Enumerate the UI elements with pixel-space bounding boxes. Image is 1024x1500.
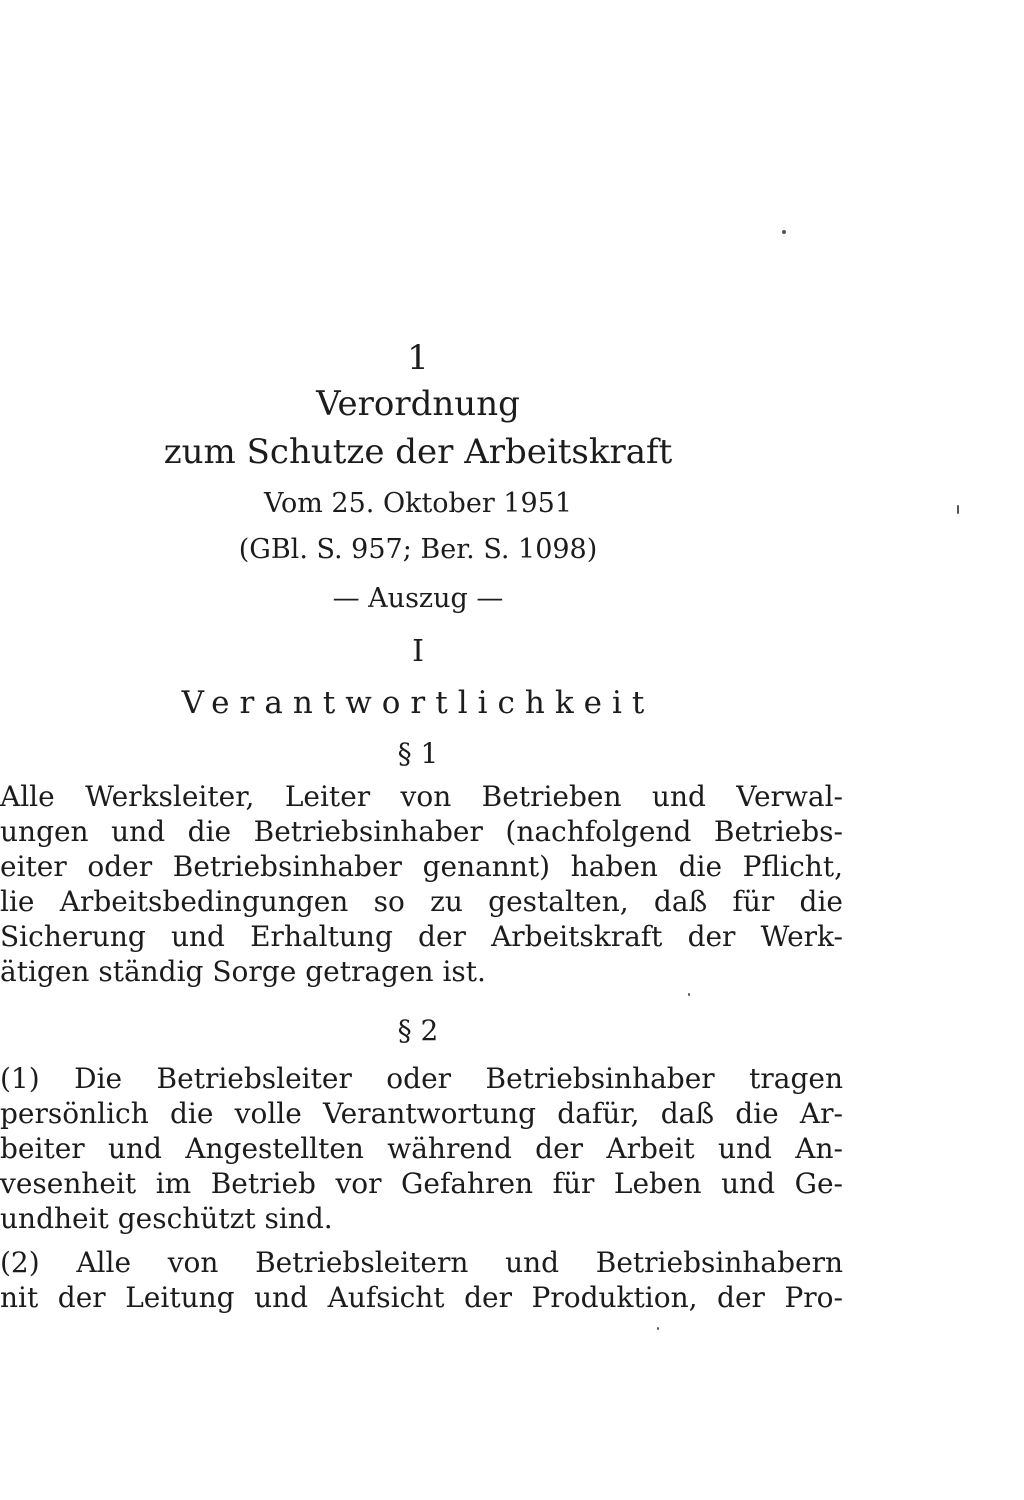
document-title-line-2: zum Schutze der Arbeitskraft xyxy=(163,432,673,472)
scan-speck xyxy=(657,1327,659,1330)
scan-speck xyxy=(782,230,786,234)
scan-speck xyxy=(957,505,959,514)
document-date: Vom 25. Oktober 1951 xyxy=(263,488,573,519)
paragraph-1-heading: § 1 xyxy=(397,737,439,770)
document-number: 1 xyxy=(407,338,429,378)
text-line: eiter oder Betriebsinhaber genannt) haben die Pflicht, xyxy=(0,850,843,883)
chapter-numeral: I xyxy=(412,634,424,669)
paragraph-1-body xyxy=(0,779,843,989)
text-line: undheit geschützt sind. xyxy=(0,1202,333,1235)
paragraph-2-subsection-1 xyxy=(0,1061,843,1236)
extract-label: — Auszug — xyxy=(332,583,504,614)
scan-speck xyxy=(688,993,690,996)
document-title-line-1: Verordnung xyxy=(316,384,520,424)
text-line: nit der Leitung und Aufsicht der Produktion, der Pro- xyxy=(0,1281,843,1314)
paragraph-2-heading: § 2 xyxy=(397,1014,439,1047)
text-line: Sicherung und Erhaltung der Arbeitskraft der Werk- xyxy=(0,920,843,953)
text-line: beiter und Angestellten während der Arbeit und An- xyxy=(0,1132,843,1165)
text-line: (2) Alle von Betriebsleitern und Betriebsinhabern xyxy=(0,1246,843,1279)
document-reference: (GBl. S. 957; Ber. S. 1098) xyxy=(238,534,598,565)
text-line: persönlich die volle Verantwortung dafür, daß die Ar- xyxy=(0,1097,843,1130)
chapter-title: Verantwortlichkeit xyxy=(181,685,655,721)
text-line: (1) Die Betriebsleiter oder Betriebsinhaber tragen xyxy=(0,1062,843,1095)
text-line: ungen und die Betriebsinhaber (nachfolgend Betriebs- xyxy=(0,815,843,848)
text-line: vesenheit im Betrieb vor Gefahren für Leben und Ge- xyxy=(0,1167,843,1200)
text-line: ätigen ständig Sorge getragen ist. xyxy=(0,955,486,988)
text-line: lie Arbeitsbedingungen so zu gestalten, daß für die xyxy=(0,885,843,918)
text-line: Alle Werksleiter, Leiter von Betrieben und Verwal- xyxy=(0,780,843,813)
paragraph-2-subsection-2 xyxy=(0,1245,843,1315)
